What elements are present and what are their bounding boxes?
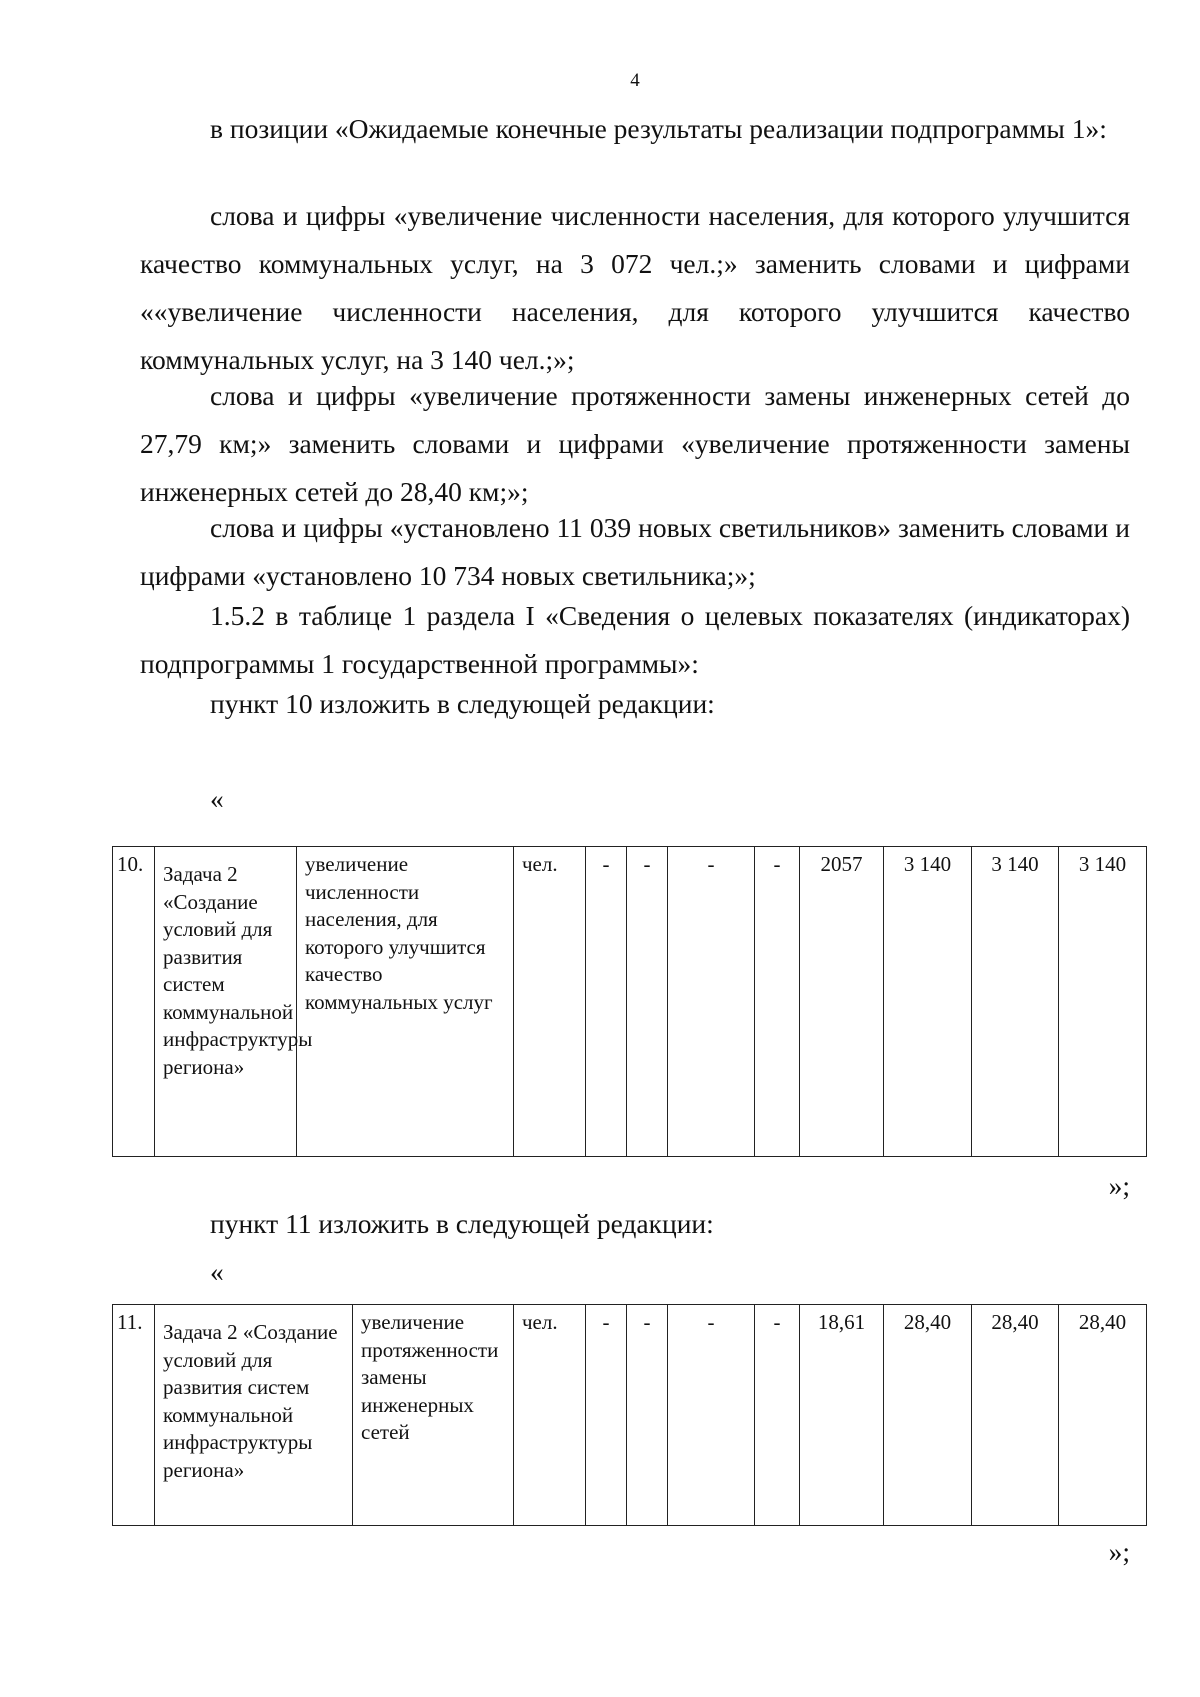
value-dash-cell: - <box>627 1305 668 1526</box>
table-row <box>113 847 1147 1157</box>
paragraph-item-10: пункт 10 изложить в следующей редакции: <box>210 688 715 719</box>
value-cell: 28,40 <box>972 1305 1059 1526</box>
indicator-cell: увеличение протяженности замены инженерных сетей <box>353 1305 514 1526</box>
value-dash-cell: - <box>627 847 668 1157</box>
value-cell: 3 140 <box>972 847 1059 1157</box>
table-row <box>113 1305 1147 1526</box>
unit-cell: чел. <box>514 847 586 1157</box>
paragraph-population: слова и цифры «увеличение численности населения, для которого улучшится качество коммунальных услуг, на 3 072 чел.;» заменить словами и цифрами ««увеличение численности населения, для которого улучшится качество коммунальных услуг, на 3 140 чел.;»; <box>140 200 1130 375</box>
close-quote-11: »; <box>1108 1536 1130 1567</box>
paragraph-item-11: пункт 11 изложить в следующей редакции: <box>210 1208 714 1239</box>
paragraph-lamps: слова и цифры «установлено 11 039 новых светильников» заменить словами и цифрами «установлено 10 734 новых светильника;»; <box>140 512 1130 591</box>
value-cell: 28,40 <box>884 1305 972 1526</box>
value-cell: 28,40 <box>1059 1305 1147 1526</box>
value-dash-cell: - <box>755 847 800 1157</box>
row-number: 10. <box>113 847 155 1157</box>
row-number: 11. <box>113 1305 155 1526</box>
value-cell: 2057 <box>800 847 884 1157</box>
paragraph-networks: слова и цифры «увеличение протяженности замены инженерных сетей до 27,79 км;» заменить словами и цифрами «увеличение протяженности замены инженерных сетей до 28,40 км;»; <box>140 380 1130 507</box>
close-quote-10: »; <box>1108 1170 1130 1201</box>
unit-cell: чел. <box>514 1305 586 1526</box>
value-cell: 3 140 <box>884 847 972 1157</box>
value-dash-cell: - <box>586 1305 627 1526</box>
open-quote-10: « <box>210 783 224 814</box>
value-dash-cell: - <box>586 847 627 1157</box>
value-dash-cell: - <box>668 1305 755 1526</box>
value-dash-cell: - <box>668 847 755 1157</box>
table-item-11 <box>112 1304 1147 1526</box>
value-dash-cell: - <box>755 1305 800 1526</box>
paragraph-position: в позиции «Ожидаемые конечные результаты реализации подпрограммы 1»: <box>210 113 1107 144</box>
task-cell: Задача 2 «Создание условий для развития систем коммунальной инфраструктуры региона» <box>155 847 297 1157</box>
indicator-cell: увеличение численности населения, для которого улучшится качество коммунальных услуг <box>297 847 514 1157</box>
table-item-10 <box>112 846 1147 1157</box>
paragraph-table-ref: 1.5.2 в таблице 1 раздела I «Сведения о целевых показателях (индикаторах) подпрограммы 1 государственной программы»: <box>140 600 1130 679</box>
task-cell: Задача 2 «Создание условий для развития систем коммунальной инфраструктуры региона» <box>155 1305 353 1526</box>
value-cell: 18,61 <box>800 1305 884 1526</box>
value-cell: 3 140 <box>1059 847 1147 1157</box>
page-number: 4 <box>630 70 640 91</box>
open-quote-11: « <box>210 1256 224 1287</box>
